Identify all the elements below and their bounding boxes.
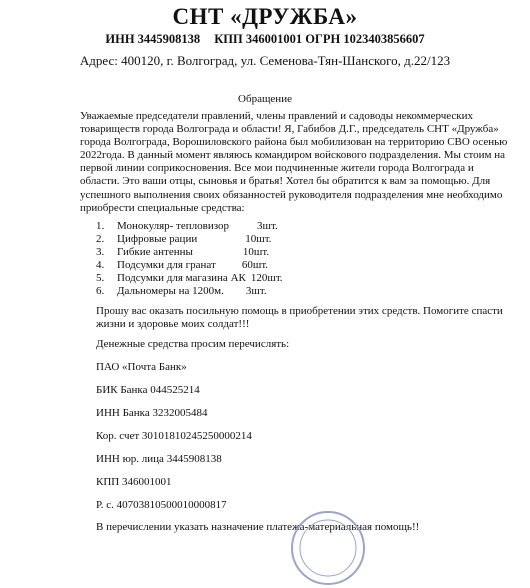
payment-note: В перечислении указать назначение платежа-материальная помощь!! bbox=[96, 521, 420, 533]
list-item-name: Дальномеры на 1200м. bbox=[117, 285, 224, 297]
bank-bik: БИК Банка 044525214 bbox=[96, 384, 200, 396]
list-item-quantity: 60шт. bbox=[241, 259, 269, 271]
list-item-number: 5. bbox=[96, 272, 105, 284]
list-item-name: Цифровые рации bbox=[117, 233, 198, 245]
list-item-number: 3. bbox=[96, 246, 105, 258]
list-item-quantity: 10шт. bbox=[242, 246, 270, 258]
list-item bbox=[96, 259, 356, 272]
list-item-quantity: 120шт. bbox=[250, 272, 283, 284]
list-item-number: 4. bbox=[96, 259, 105, 271]
list-item-number: 1. bbox=[96, 220, 105, 232]
list-item-name: Монокуляр- тепловизор bbox=[117, 220, 229, 232]
org-kpp: КПП 346001001 bbox=[96, 476, 172, 488]
list-item bbox=[96, 285, 356, 298]
organization-title: СНТ «ДРУЖБА» bbox=[172, 4, 358, 29]
list-item-number: 6. bbox=[96, 285, 105, 297]
list-item-number: 2. bbox=[96, 233, 105, 245]
intro-paragraph: Уважаемые председатели правлений, члены правлений и садоводы некоммерческих товариществ города Волгограда и области! Я, Габибов Д.Г., председатель СНТ «Дружба» города Волгограда, Ворошиловского района был мобилизован на территорию СВО осенью 2022года. В данный момент являюсь командиром войскового подразделения. Мы стоим на первой линии соприкосновения. Все мои подчиненные жители города Волгограда и области. Это ваши отцы, сыновья и братья! Хотел бы обратится к вам за помощью. Для успешного выполнения своих обязанностей руководителя подразделения мне необходимо приобрести специальные средства: bbox=[80, 110, 508, 214]
letter-heading: Обращение bbox=[238, 93, 292, 105]
list-item bbox=[96, 272, 356, 285]
equipment-list bbox=[96, 220, 356, 298]
settlement-account: Р. с. 40703810500010000817 bbox=[96, 499, 227, 511]
stamp-seal bbox=[288, 508, 368, 588]
list-item bbox=[96, 233, 356, 246]
list-item bbox=[96, 246, 356, 259]
inn-text: ИНН 3445908138 bbox=[105, 32, 201, 46]
list-item-quantity: 3шт. bbox=[257, 220, 278, 232]
correspondent-account: Кор. счет 30101810245250000214 bbox=[96, 430, 252, 442]
list-item-name: Подсумки для магазина АК bbox=[117, 272, 246, 284]
transfer-intro: Денежные средства просим перечислять: bbox=[96, 338, 290, 350]
list-item-quantity: 3шт. bbox=[245, 285, 267, 297]
address-line: Адрес: 400120, г. Волгоград, ул. Семенова-Тян-Шанского, д.22/123 bbox=[79, 53, 451, 68]
list-item bbox=[96, 220, 356, 233]
list-item-name: Подсумки для гранат bbox=[117, 259, 216, 271]
kpp-ogrn-text: КПП 346001001 ОГРН 1023403856607 bbox=[214, 32, 425, 46]
org-inn: ИНН юр. лица 3445908138 bbox=[96, 453, 222, 465]
list-item-quantity: 10шт. bbox=[245, 233, 272, 245]
registration-ids bbox=[0, 32, 530, 47]
bank-name: ПАО «Почта Банк» bbox=[96, 361, 187, 373]
request-paragraph: Прошу вас оказать посильную помощь в приобретении этих средств. Помогите спасти жизни и здоровье моих солдат!!! bbox=[96, 305, 503, 331]
bank-inn: ИНН Банка 3232005484 bbox=[96, 407, 208, 419]
list-item-name: Гибкие антенны bbox=[117, 246, 193, 258]
